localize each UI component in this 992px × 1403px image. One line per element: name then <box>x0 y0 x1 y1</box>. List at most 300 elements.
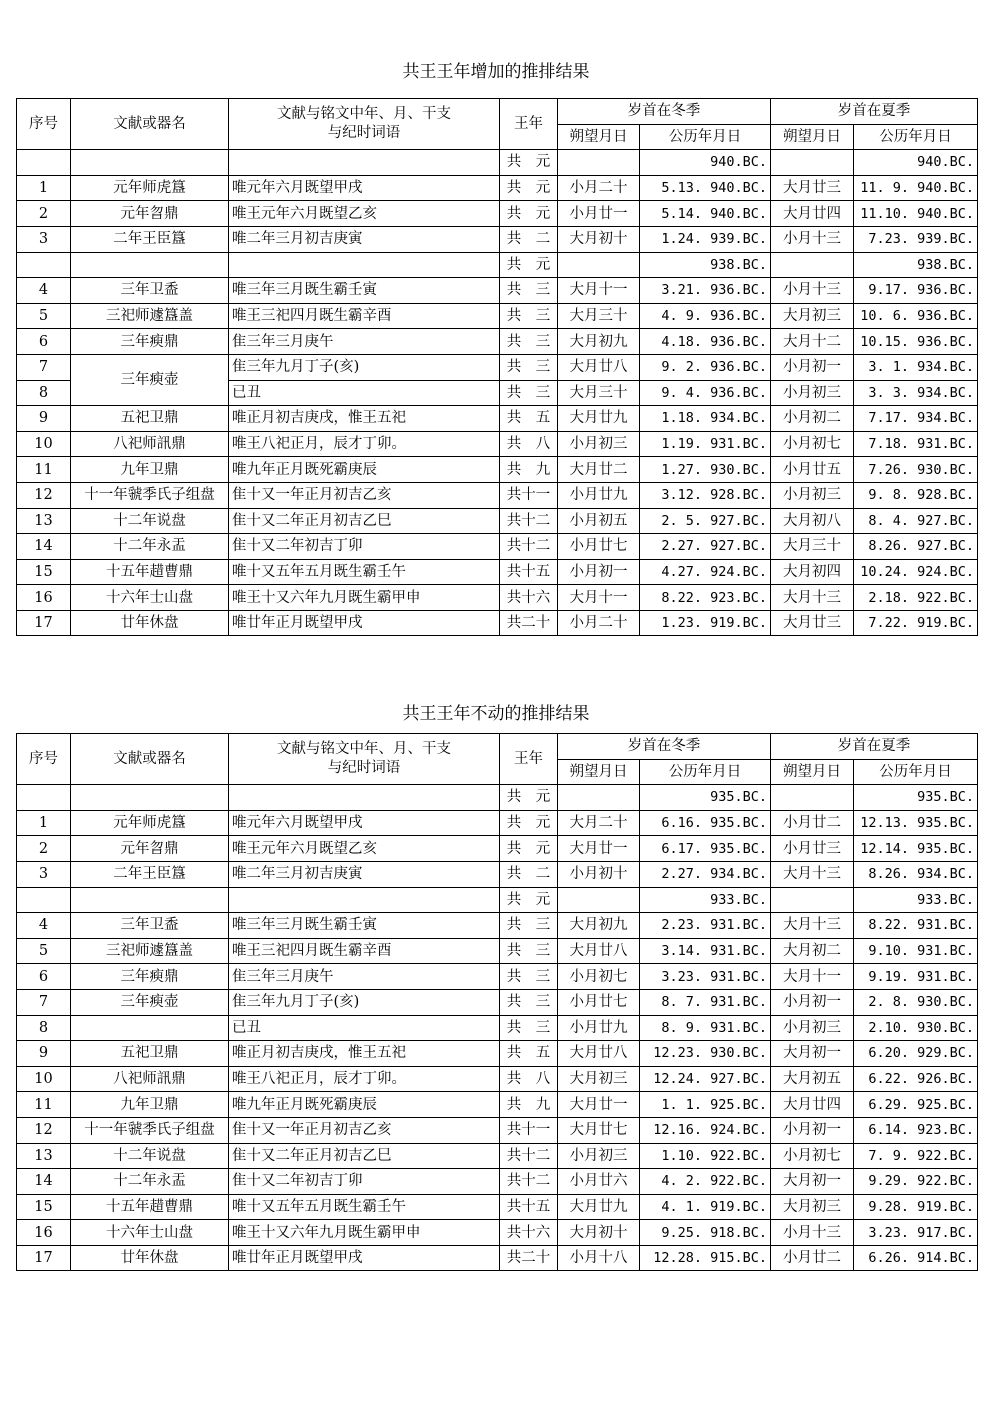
row-summer-date: 12.13. 935.BC. <box>854 810 978 836</box>
row-summer-lunar: 小月廿五 <box>771 457 854 483</box>
header-name: 文献或器名 <box>71 734 229 785</box>
table-row <box>17 1169 978 1195</box>
table1-body <box>17 150 978 636</box>
row-seq: 11 <box>17 457 71 483</box>
table-row <box>17 175 978 201</box>
table-row <box>17 1041 978 1067</box>
row-king-year: 共十二 <box>500 1143 558 1169</box>
row-text: 唯王三祀四月既生霸辛酉 <box>229 303 500 329</box>
header-text-line2: 与纪时词语 <box>327 760 401 777</box>
row-summer-lunar: 小月初一 <box>771 354 854 380</box>
row-seq: 2 <box>17 836 71 862</box>
row-winter-lunar: 大月三十 <box>558 380 640 406</box>
row-text: 隹三年九月丁子(亥) <box>229 354 500 380</box>
row-winter-lunar: 大月十一 <box>558 278 640 304</box>
row-name <box>71 150 229 176</box>
header-winter-lunar: 朔望月日 <box>558 124 640 150</box>
row-winter-lunar <box>558 252 640 278</box>
row-seq: 15 <box>17 559 71 585</box>
header-winter-lunar: 朔望月日 <box>558 759 640 785</box>
row-king-year: 共 三 <box>500 938 558 964</box>
row-name: 八祀师訊鼎 <box>71 1066 229 1092</box>
row-summer-date: 9.28. 919.BC. <box>854 1194 978 1220</box>
row-summer-date: 933.BC. <box>854 887 978 913</box>
row-summer-date: 6.20. 929.BC. <box>854 1041 978 1067</box>
row-winter-lunar: 大月廿一 <box>558 836 640 862</box>
row-summer-date: 3. 1. 934.BC. <box>854 354 978 380</box>
row-winter-date: 4.27. 924.BC. <box>640 559 771 585</box>
row-text: 唯元年六月既望甲戌 <box>229 175 500 201</box>
row-text: 已丑 <box>229 380 500 406</box>
row-summer-date: 9.19. 931.BC. <box>854 964 978 990</box>
row-king-year: 共 三 <box>500 278 558 304</box>
row-winter-date: 12.16. 924.BC. <box>640 1117 771 1143</box>
row-king-year: 共 元 <box>500 810 558 836</box>
row-winter-date: 9. 2. 936.BC. <box>640 354 771 380</box>
row-summer-lunar: 大月初二 <box>771 938 854 964</box>
row-seq: 12 <box>17 1117 71 1143</box>
row-name: 九年卫鼎 <box>71 457 229 483</box>
row-summer-lunar: 大月初八 <box>771 508 854 534</box>
row-winter-lunar: 大月初九 <box>558 329 640 355</box>
row-summer-lunar: 小月廿二 <box>771 810 854 836</box>
row-summer-date: 10.15. 936.BC. <box>854 329 978 355</box>
row-text: 隹十又二年正月初吉乙巳 <box>229 508 500 534</box>
row-king-year: 共二十 <box>500 610 558 636</box>
row-summer-lunar: 大月十三 <box>771 585 854 611</box>
row-king-year: 共二十 <box>500 1245 558 1271</box>
row-winter-lunar: 大月廿八 <box>558 1041 640 1067</box>
row-winter-lunar: 小月十八 <box>558 1245 640 1271</box>
row-winter-date: 1.18. 934.BC. <box>640 406 771 432</box>
row-king-year: 共十五 <box>500 1194 558 1220</box>
row-king-year: 共 元 <box>500 836 558 862</box>
row-seq: 14 <box>17 1169 71 1195</box>
row-summer-lunar: 大月廿四 <box>771 1092 854 1118</box>
row-king-year: 共十六 <box>500 1220 558 1246</box>
row-winter-lunar: 小月廿六 <box>558 1169 640 1195</box>
row-summer-lunar: 大月廿四 <box>771 201 854 227</box>
row-name: 二年王臣簋 <box>71 861 229 887</box>
table-row <box>17 482 978 508</box>
row-name: 十六年士山盘 <box>71 1220 229 1246</box>
row-summer-lunar <box>771 150 854 176</box>
row-name: 十二年说盘 <box>71 508 229 534</box>
row-text <box>229 887 500 913</box>
row-winter-date: 1.19. 931.BC. <box>640 431 771 457</box>
header-summer-gregorian: 公历年月日 <box>854 759 978 785</box>
row-name: 九年卫鼎 <box>71 1092 229 1118</box>
table-row <box>17 610 978 636</box>
row-winter-lunar: 大月初九 <box>558 913 640 939</box>
row-king-year: 共 八 <box>500 1066 558 1092</box>
row-king-year: 共 九 <box>500 457 558 483</box>
row-seq: 15 <box>17 1194 71 1220</box>
row-winter-date: 5.14. 940.BC. <box>640 201 771 227</box>
row-name: 廿年休盘 <box>71 610 229 636</box>
row-summer-date: 8. 4. 927.BC. <box>854 508 978 534</box>
header-winter: 岁首在冬季 <box>558 734 771 760</box>
row-winter-lunar: 大月廿七 <box>558 1117 640 1143</box>
header-text-line2: 与纪时词语 <box>327 125 401 142</box>
row-name: 十五年趞曹鼎 <box>71 559 229 585</box>
row-summer-date: 7. 9. 922.BC. <box>854 1143 978 1169</box>
row-winter-date: 940.BC. <box>640 150 771 176</box>
row-name: 三年瘐壶 <box>71 354 229 405</box>
row-name: 三年瘐壶 <box>71 989 229 1015</box>
table-row <box>17 938 978 964</box>
row-name: 五祀卫鼎 <box>71 1041 229 1067</box>
table2-title: 共王王年不动的推排结果 <box>402 704 590 724</box>
row-summer-lunar: 小月初三 <box>771 1015 854 1041</box>
row-seq: 16 <box>17 1220 71 1246</box>
row-winter-lunar: 小月初三 <box>558 1143 640 1169</box>
row-text: 唯廿年正月既望甲戌 <box>229 610 500 636</box>
table-row <box>17 201 978 227</box>
row-seq: 9 <box>17 1041 71 1067</box>
row-winter-date: 6.16. 935.BC. <box>640 810 771 836</box>
row-text <box>229 785 500 811</box>
row-seq: 5 <box>17 303 71 329</box>
header-text-line1: 文献与铭文中年、月、干支 <box>277 106 451 123</box>
row-summer-lunar: 小月初三 <box>771 380 854 406</box>
row-summer-date: 9.29. 922.BC. <box>854 1169 978 1195</box>
row-summer-lunar: 小月初七 <box>771 1143 854 1169</box>
row-summer-lunar: 大月三十 <box>771 534 854 560</box>
row-summer-lunar: 小月十三 <box>771 1220 854 1246</box>
row-winter-date: 12.23. 930.BC. <box>640 1041 771 1067</box>
row-summer-date: 6.29. 925.BC. <box>854 1092 978 1118</box>
row-summer-lunar: 大月初一 <box>771 1169 854 1195</box>
row-king-year: 共十一 <box>500 482 558 508</box>
header-name: 文献或器名 <box>71 99 229 150</box>
row-summer-date: 10.24. 924.BC. <box>854 559 978 585</box>
row-winter-date: 3.12. 928.BC. <box>640 482 771 508</box>
row-king-year: 共 元 <box>500 252 558 278</box>
row-text: 唯三年三月既生霸壬寅 <box>229 913 500 939</box>
row-text: 唯王八祀正月，辰才丁卯。 <box>229 431 500 457</box>
row-winter-date: 2.27. 934.BC. <box>640 861 771 887</box>
row-winter-lunar: 大月二十 <box>558 810 640 836</box>
header-text-line1: 文献与铭文中年、月、干支 <box>277 741 451 758</box>
row-text: 唯九年正月既死霸庚辰 <box>229 1092 500 1118</box>
row-summer-date: 9.17. 936.BC. <box>854 278 978 304</box>
row-summer-date: 3. 3. 934.BC. <box>854 380 978 406</box>
row-summer-lunar <box>771 887 854 913</box>
row-king-year: 共十二 <box>500 1169 558 1195</box>
table-row <box>17 354 978 380</box>
row-summer-lunar: 大月廿三 <box>771 610 854 636</box>
row-text: 隹十又二年初吉丁卯 <box>229 534 500 560</box>
row-text <box>229 252 500 278</box>
row-summer-lunar: 小月初一 <box>771 989 854 1015</box>
header-winter-gregorian: 公历年月日 <box>640 759 771 785</box>
table-row <box>17 989 978 1015</box>
row-winter-lunar: 大月十一 <box>558 585 640 611</box>
row-winter-date: 935.BC. <box>640 785 771 811</box>
row-summer-date: 11. 9. 940.BC. <box>854 175 978 201</box>
row-seq <box>17 785 71 811</box>
row-summer-lunar <box>771 785 854 811</box>
row-winter-lunar: 大月廿二 <box>558 457 640 483</box>
row-king-year: 共 二 <box>500 226 558 252</box>
table-row <box>17 1143 978 1169</box>
row-text: 唯廿年正月既望甲戌 <box>229 1245 500 1271</box>
row-winter-date: 8. 7. 931.BC. <box>640 989 771 1015</box>
row-text: 唯王元年六月既望乙亥 <box>229 836 500 862</box>
row-name: 元年曶鼎 <box>71 201 229 227</box>
row-winter-date: 1.10. 922.BC. <box>640 1143 771 1169</box>
header-summer-gregorian: 公历年月日 <box>854 124 978 150</box>
row-summer-lunar: 小月初七 <box>771 431 854 457</box>
row-seq: 7 <box>17 354 71 380</box>
row-seq: 1 <box>17 810 71 836</box>
row-summer-date: 8.26. 934.BC. <box>854 861 978 887</box>
table2 <box>16 733 978 1271</box>
table-row <box>17 406 978 432</box>
row-text: 隹三年九月丁子(亥) <box>229 989 500 1015</box>
row-winter-lunar: 小月初十 <box>558 861 640 887</box>
row-winter-date: 3.23. 931.BC. <box>640 964 771 990</box>
header-king-year: 王年 <box>500 734 558 785</box>
row-winter-date: 4.18. 936.BC. <box>640 329 771 355</box>
row-winter-lunar: 大月廿八 <box>558 938 640 964</box>
row-name: 二年王臣簋 <box>71 226 229 252</box>
row-summer-lunar: 小月十三 <box>771 226 854 252</box>
table-row <box>17 457 978 483</box>
row-summer-lunar <box>771 252 854 278</box>
row-winter-date: 1.23. 919.BC. <box>640 610 771 636</box>
table-row <box>17 585 978 611</box>
row-summer-date: 7.18. 931.BC. <box>854 431 978 457</box>
row-name: 十一年虢季氏子组盘 <box>71 482 229 508</box>
table-row <box>17 534 978 560</box>
row-seq: 4 <box>17 278 71 304</box>
row-summer-lunar: 大月初五 <box>771 1066 854 1092</box>
row-seq <box>17 887 71 913</box>
row-summer-date: 8.22. 931.BC. <box>854 913 978 939</box>
row-winter-date: 3.14. 931.BC. <box>640 938 771 964</box>
table-row <box>17 1220 978 1246</box>
row-name <box>71 1015 229 1041</box>
row-king-year: 共 三 <box>500 303 558 329</box>
row-seq: 10 <box>17 431 71 457</box>
row-name: 十二年说盘 <box>71 1143 229 1169</box>
row-winter-date: 4. 9. 936.BC. <box>640 303 771 329</box>
table-row <box>17 1117 978 1143</box>
row-text: 唯正月初吉庚戌，惟王五祀 <box>229 1041 500 1067</box>
row-king-year: 共 九 <box>500 1092 558 1118</box>
row-summer-date: 12.14. 935.BC. <box>854 836 978 862</box>
row-name: 十二年永盂 <box>71 534 229 560</box>
row-seq: 10 <box>17 1066 71 1092</box>
row-winter-lunar: 大月三十 <box>558 303 640 329</box>
header-text <box>229 99 500 150</box>
row-king-year: 共十二 <box>500 534 558 560</box>
row-winter-date: 12.28. 915.BC. <box>640 1245 771 1271</box>
row-text <box>229 150 500 176</box>
row-winter-date: 9. 4. 936.BC. <box>640 380 771 406</box>
row-king-year: 共 八 <box>500 431 558 457</box>
row-text: 唯十又五年五月既生霸壬午 <box>229 559 500 585</box>
row-name: 三祀师遽簋盖 <box>71 938 229 964</box>
row-name <box>71 252 229 278</box>
row-text: 唯王十又六年九月既生霸甲申 <box>229 1220 500 1246</box>
table1-title: 共王王年增加的推排结果 <box>402 62 590 82</box>
row-summer-date: 9.10. 931.BC. <box>854 938 978 964</box>
row-winter-date: 2. 5. 927.BC. <box>640 508 771 534</box>
row-summer-date: 10. 6. 936.BC. <box>854 303 978 329</box>
header-seq: 序号 <box>17 99 71 150</box>
row-winter-lunar <box>558 785 640 811</box>
row-summer-date: 940.BC. <box>854 150 978 176</box>
row-summer-lunar: 小月初三 <box>771 482 854 508</box>
row-winter-lunar: 大月廿九 <box>558 406 640 432</box>
row-winter-lunar: 大月廿八 <box>558 354 640 380</box>
table-row <box>17 1194 978 1220</box>
row-name: 五祀卫鼎 <box>71 406 229 432</box>
row-winter-lunar <box>558 887 640 913</box>
row-summer-date: 935.BC. <box>854 785 978 811</box>
table-row <box>17 1245 978 1271</box>
row-winter-lunar: 小月二十 <box>558 175 640 201</box>
row-king-year: 共 三 <box>500 329 558 355</box>
row-winter-date: 1. 1. 925.BC. <box>640 1092 771 1118</box>
row-text: 唯三年三月既生霸壬寅 <box>229 278 500 304</box>
row-seq: 17 <box>17 1245 71 1271</box>
row-king-year: 共 三 <box>500 964 558 990</box>
row-summer-date: 2.10. 930.BC. <box>854 1015 978 1041</box>
header-summer-lunar: 朔望月日 <box>771 759 854 785</box>
row-name: 廿年休盘 <box>71 1245 229 1271</box>
row-text: 已丑 <box>229 1015 500 1041</box>
table-row <box>17 226 978 252</box>
row-seq: 4 <box>17 913 71 939</box>
row-winter-date: 9.25. 918.BC. <box>640 1220 771 1246</box>
row-seq: 9 <box>17 406 71 432</box>
row-summer-date: 11.10. 940.BC. <box>854 201 978 227</box>
row-summer-lunar: 大月十一 <box>771 964 854 990</box>
row-king-year: 共十二 <box>500 508 558 534</box>
table2-body <box>17 785 978 1271</box>
row-king-year: 共十五 <box>500 559 558 585</box>
row-name: 元年师虎簋 <box>71 810 229 836</box>
row-winter-lunar: 小月廿九 <box>558 482 640 508</box>
row-king-year: 共 元 <box>500 175 558 201</box>
row-seq: 6 <box>17 964 71 990</box>
table-row <box>17 252 978 278</box>
table-row <box>17 887 978 913</box>
header-winter: 岁首在冬季 <box>558 99 771 125</box>
row-winter-date: 8.22. 923.BC. <box>640 585 771 611</box>
row-king-year: 共 三 <box>500 380 558 406</box>
row-king-year: 共十一 <box>500 1117 558 1143</box>
row-seq: 12 <box>17 482 71 508</box>
row-name: 元年曶鼎 <box>71 836 229 862</box>
row-winter-lunar: 大月初十 <box>558 226 640 252</box>
row-name: 三年卫盉 <box>71 913 229 939</box>
row-winter-lunar: 大月初十 <box>558 1220 640 1246</box>
row-summer-date: 7.23. 939.BC. <box>854 226 978 252</box>
row-name: 元年师虎簋 <box>71 175 229 201</box>
table-row <box>17 1092 978 1118</box>
header-king-year: 王年 <box>500 99 558 150</box>
row-summer-lunar: 大月初三 <box>771 1194 854 1220</box>
row-seq: 8 <box>17 380 71 406</box>
row-seq: 7 <box>17 989 71 1015</box>
row-text: 唯二年三月初吉庚寅 <box>229 861 500 887</box>
row-winter-date: 12.24. 927.BC. <box>640 1066 771 1092</box>
row-name: 十五年趞曹鼎 <box>71 1194 229 1220</box>
table-row <box>17 836 978 862</box>
row-winter-date: 4. 1. 919.BC. <box>640 1194 771 1220</box>
row-king-year: 共 五 <box>500 406 558 432</box>
table-row <box>17 508 978 534</box>
row-winter-lunar: 小月廿九 <box>558 1015 640 1041</box>
row-summer-lunar: 大月廿三 <box>771 175 854 201</box>
row-text: 隹十又一年正月初吉乙亥 <box>229 482 500 508</box>
row-summer-date: 3.23. 917.BC. <box>854 1220 978 1246</box>
row-summer-date: 2.18. 922.BC. <box>854 585 978 611</box>
row-text: 唯十又五年五月既生霸壬午 <box>229 1194 500 1220</box>
table-row <box>17 303 978 329</box>
row-text: 唯王八祀正月，辰才丁卯。 <box>229 1066 500 1092</box>
row-summer-lunar: 大月十二 <box>771 329 854 355</box>
row-summer-date: 7.22. 919.BC. <box>854 610 978 636</box>
header-summer: 岁首在夏季 <box>771 99 978 125</box>
table-row <box>17 785 978 811</box>
row-winter-date: 8. 9. 931.BC. <box>640 1015 771 1041</box>
row-king-year: 共 元 <box>500 201 558 227</box>
row-winter-date: 6.17. 935.BC. <box>640 836 771 862</box>
row-winter-date: 3.21. 936.BC. <box>640 278 771 304</box>
row-winter-lunar: 小月廿七 <box>558 989 640 1015</box>
row-text: 隹十又二年初吉丁卯 <box>229 1169 500 1195</box>
row-seq: 14 <box>17 534 71 560</box>
row-winter-lunar: 小月初七 <box>558 964 640 990</box>
row-seq: 17 <box>17 610 71 636</box>
row-winter-date: 1.24. 939.BC. <box>640 226 771 252</box>
table-row <box>17 1015 978 1041</box>
table-row <box>17 1066 978 1092</box>
table-row <box>17 964 978 990</box>
row-summer-lunar: 大月初四 <box>771 559 854 585</box>
row-summer-date: 6.14. 923.BC. <box>854 1117 978 1143</box>
row-winter-lunar: 小月初一 <box>558 559 640 585</box>
row-text: 唯王三祀四月既生霸辛酉 <box>229 938 500 964</box>
row-summer-lunar: 大月初三 <box>771 303 854 329</box>
row-text: 隹十又一年正月初吉乙亥 <box>229 1117 500 1143</box>
row-summer-lunar: 小月廿二 <box>771 1245 854 1271</box>
row-winter-date: 933.BC. <box>640 887 771 913</box>
row-name: 十二年永盂 <box>71 1169 229 1195</box>
row-winter-lunar <box>558 150 640 176</box>
row-winter-lunar: 小月二十 <box>558 610 640 636</box>
row-name: 三年卫盉 <box>71 278 229 304</box>
row-summer-lunar: 小月廿三 <box>771 836 854 862</box>
table-row <box>17 431 978 457</box>
row-winter-lunar: 小月廿七 <box>558 534 640 560</box>
row-seq: 16 <box>17 585 71 611</box>
row-summer-date: 2. 8. 930.BC. <box>854 989 978 1015</box>
table1 <box>16 98 978 636</box>
row-summer-lunar: 大月十三 <box>771 913 854 939</box>
row-seq: 6 <box>17 329 71 355</box>
row-seq: 1 <box>17 175 71 201</box>
row-text: 唯王元年六月既望乙亥 <box>229 201 500 227</box>
table-row <box>17 810 978 836</box>
row-name: 八祀师訊鼎 <box>71 431 229 457</box>
